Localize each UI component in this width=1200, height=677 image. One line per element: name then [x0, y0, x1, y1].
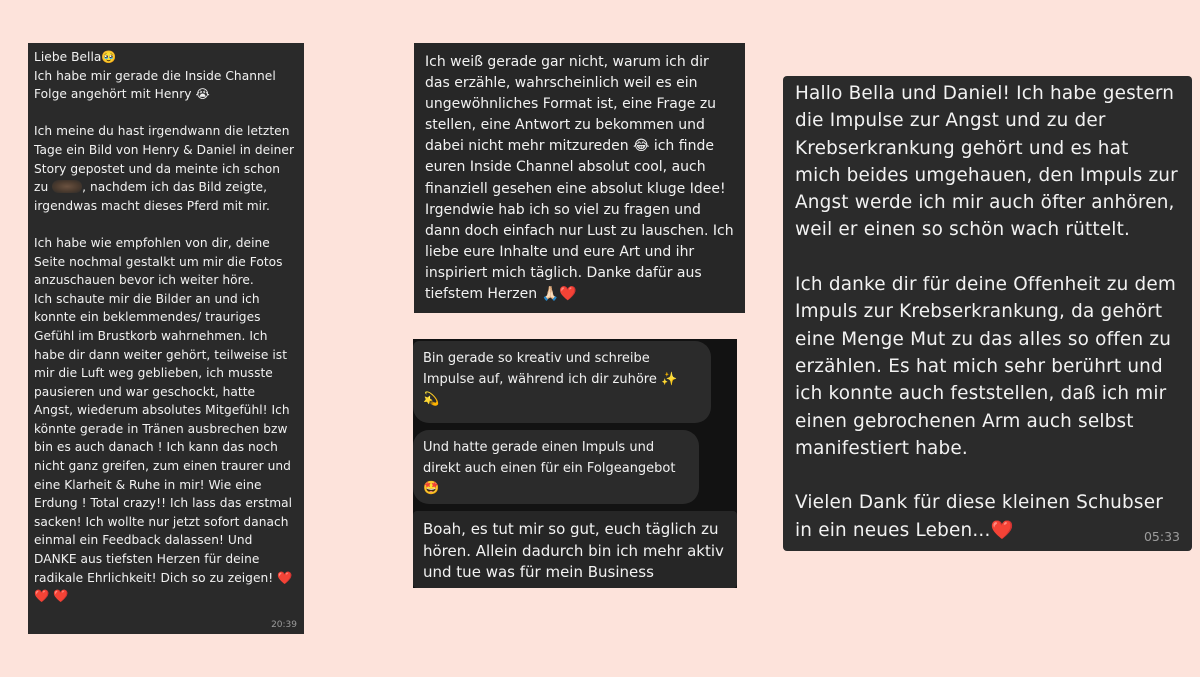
message-text-body: Ich weiß gerade gar nicht, warum ich dir das erzähle, wahrscheinlich weil es ein ungewöhnliches Format ist, eine Frage zu stellen, eine Antwort zu bekommen und dabei nicht mehr mitzureden 😂 ich finde euren Inside Channel absolut cool, auch finanziell gesehen eine absolut kluge Idee! Irgendwie hab ich so viel zu fragen und dann doch einfach nur Lust zu lauschen. Ich liebe eure Inhalte und eure Art und ihr inspiriert mich täglich. Danke dafür aus tiefstem Herzen — [425, 54, 739, 303]
message-timestamp: 05:33 — [1143, 529, 1180, 544]
heart-emoji: ❤️ — [990, 519, 1014, 541]
message-text — [795, 80, 1180, 544]
message-screenshot-1 — [28, 43, 304, 634]
heart-emoji: ❤️ — [559, 286, 577, 303]
message-screenshot-3 — [413, 339, 737, 588]
blurred-name-redaction — [52, 180, 82, 193]
message-text-part-2: , nachdem ich das Bild zeigte, irgendwas macht dieses Pferd mit mir. Ich habe wie empfohlen von dir, deine Seite nochmal gestalkt um mir die Fotos anzuschauen bevor ich weiter höre. Ich schaute mir die Bilder an und ich konnte ein beklemmendes/ trauriges Gefühl im Brustkorb wahrnehmen. Ich habe dir dann weiter gehört, teilweise ist mir die Luft weg geblieben, ich musste pausieren und war geschockt, hatte Angst, wiederum absolutes Mitgefühl! Ich könnte gerade in Tränen ausbrechen bzw bin es auch danach ! Ich kann das noch nicht ganz greifen, zum einen traurer und eine Klarheit & Ruhe in mir! Wie eine Erdung ! Total crazy!! Ich lass das erstmal sacken! Ich wollte nur jetzt sofort danach einmal ein Feedback dalassen! Und DANKE aus tiefsten Herzen für deine radikale Ehrlichkeit! Dich so zu zeigen! — [34, 180, 293, 585]
message-screenshot-4 — [783, 76, 1192, 551]
message-text-body: Hallo Bella und Daniel! Ich habe gestern die Impulse zur Angst und zu der Krebserkrankung gehört und es hat mich beides umgehauen, den Impuls zur Angst werde ich mir auch öfter anhören, weil er einen so schön wach rüttelt. Ich danke dir für deine Offenheit zu dem Impuls zur Krebserkrankung, da gehört eine Menge Mut zu das alles so offen zu erzählen. Es hat mich sehr berührt und ich konnte auch feststellen, daß ich mir einen gebrochenen Arm auch selbst manifestiert habe. Vielen Dank für diese kleinen Schubser in ein neues Leben... — [795, 83, 1178, 541]
message-text-part-1: Liebe Bella🥹 Ich habe mir gerade die Inside Channel Folge angehört mit Henry 😭 Ich meine du hast irgendwann die letzten Tage ein Bild von Henry & Daniel in deiner Story gepostet und da meinte ich schon zu — [34, 50, 295, 195]
message-timestamp: 20:39 — [271, 620, 297, 630]
praying-hands-emoji: 🙏🏻 — [541, 286, 560, 303]
message-text — [34, 48, 298, 606]
chat-bubble: Und hatte gerade einen Impuls und direkt auch einen für ein Folgeangebot 🤩 — [413, 430, 699, 504]
chat-bubble: Bin gerade so kreativ und schreibe Impulse auf, während ich dir zuhöre ✨ 💫 — [413, 341, 711, 423]
hearts-emoji: ❤️ ❤️ ❤️ — [34, 570, 297, 604]
message-screenshot-2 — [414, 43, 745, 313]
chat-bubble: Boah, es tut mir so gut, euch täglich zu hören. Allein dadurch bin ich mehr aktiv und tue was für mein Business — [413, 511, 737, 588]
message-text — [425, 52, 739, 305]
